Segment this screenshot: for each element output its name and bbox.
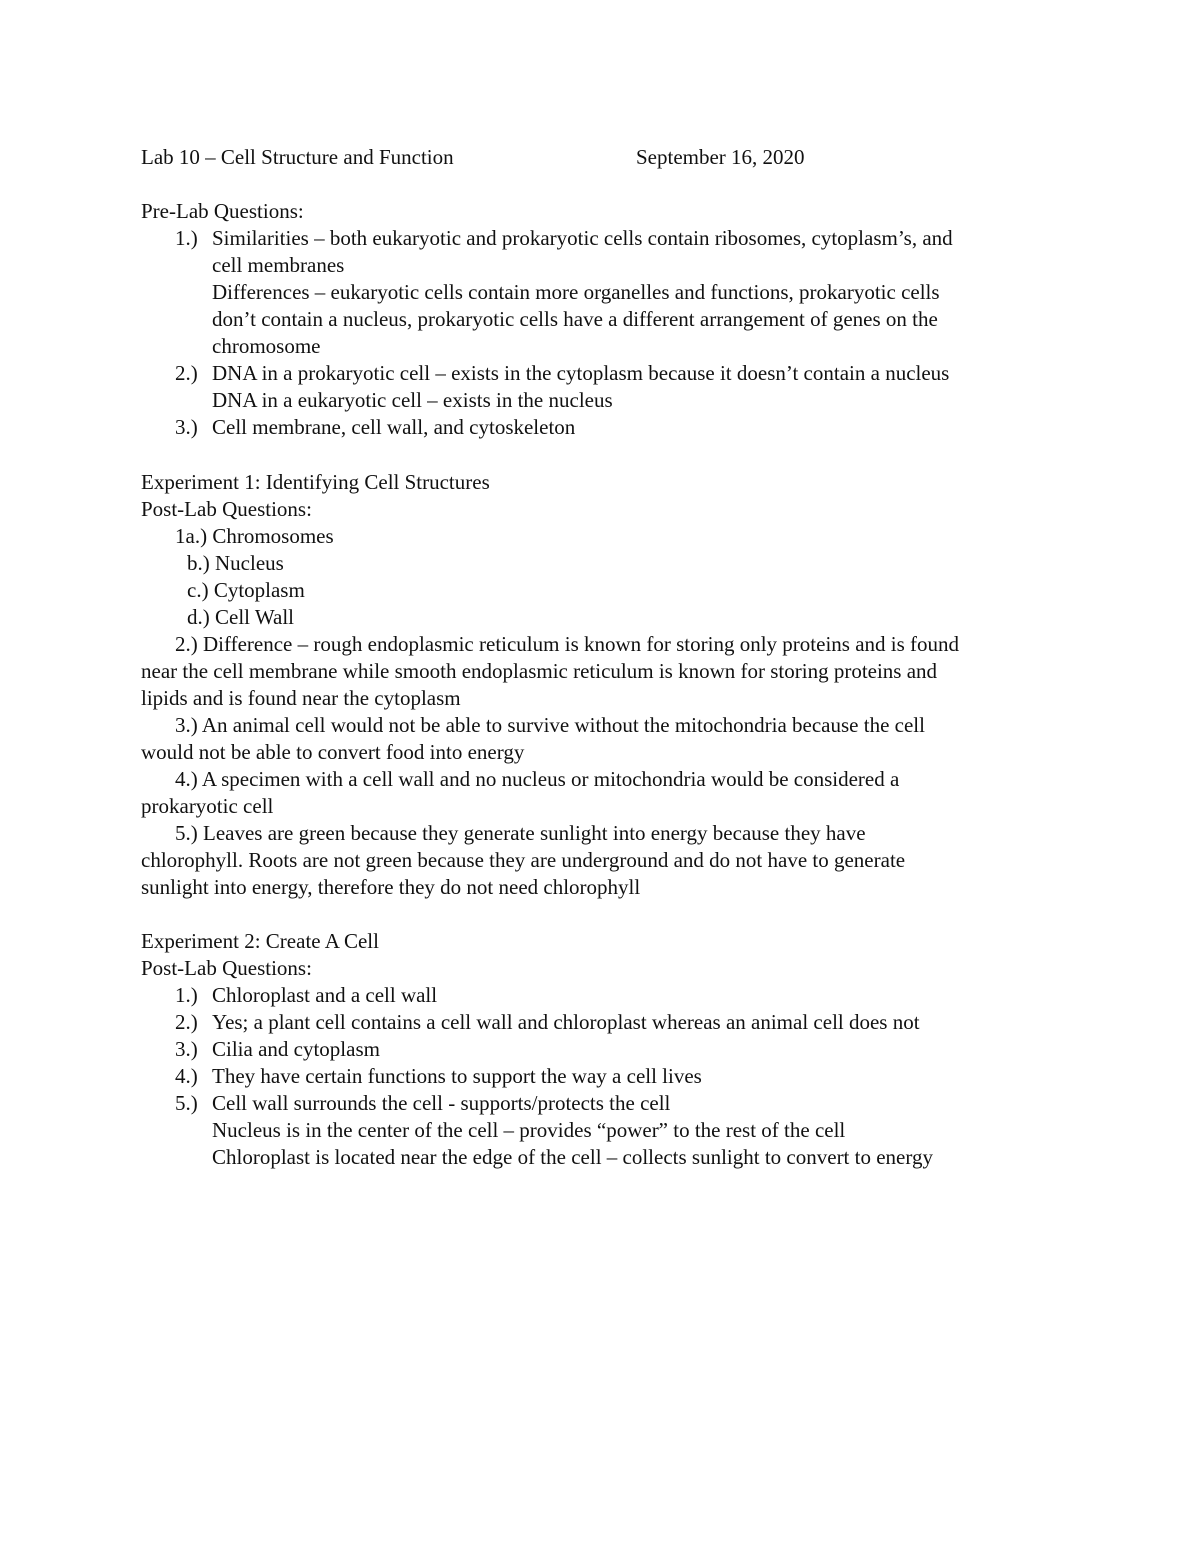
prelab-q1-line: cell membranes <box>212 253 345 277</box>
experiment1-q2-line: 2.) Difference – rough endoplasmic reticulum is known for storing only proteins and is found <box>175 632 960 656</box>
experiment1-q5-line: 5.) Leaves are green because they generate sunlight into energy because they have <box>175 821 866 845</box>
experiment1-postlab-heading: Post-Lab Questions: <box>141 497 312 521</box>
experiment2-q3-number: 3.) <box>175 1037 198 1061</box>
experiment2-q5-number: 5.) <box>175 1091 198 1115</box>
experiment1-q1a: 1a.) Chromosomes <box>175 524 334 548</box>
prelab-q1-line: Differences – eukaryotic cells contain more organelles and functions, prokaryotic cells <box>212 280 940 304</box>
experiment2-title: Experiment 2: Create A Cell <box>141 929 379 953</box>
experiment2-postlab-heading: Post-Lab Questions: <box>141 956 312 980</box>
experiment2-q2-text: Yes; a plant cell contains a cell wall and chloroplast whereas an animal cell does not <box>212 1010 920 1034</box>
prelab-q2-number: 2.) <box>175 361 198 385</box>
experiment1-q1b: b.) Nucleus <box>187 551 284 575</box>
document-title: Lab 10 – Cell Structure and Function <box>141 145 454 169</box>
experiment1-q5-line: sunlight into energy, therefore they do not need chlorophyll <box>141 875 641 899</box>
experiment2-q3-text: Cilia and cytoplasm <box>212 1037 380 1061</box>
prelab-q1-number: 1.) <box>175 226 198 250</box>
experiment2-q4-number: 4.) <box>175 1064 198 1088</box>
experiment1-q2-line: lipids and is found near the cytoplasm <box>141 686 461 710</box>
prelab-q2-line: DNA in a eukaryotic cell – exists in the nucleus <box>212 388 613 412</box>
experiment1-q4-line: prokaryotic cell <box>141 794 274 818</box>
prelab-q3-number: 3.) <box>175 415 198 439</box>
experiment1-q2-line: near the cell membrane while smooth endoplasmic reticulum is known for storing proteins and <box>141 659 938 683</box>
prelab-q2-line: DNA in a prokaryotic cell – exists in the cytoplasm because it doesn’t contain a nucleus <box>212 361 950 385</box>
experiment2-q2-number: 2.) <box>175 1010 198 1034</box>
experiment2-q1-text: Chloroplast and a cell wall <box>212 983 438 1007</box>
prelab-q3-line: Cell membrane, cell wall, and cytoskeleton <box>212 415 576 439</box>
experiment2-q5-extra-line: Chloroplast is located near the edge of the cell – collects sunlight to convert to energy <box>212 1145 933 1169</box>
experiment1-q3-line: would not be able to convert food into energy <box>141 740 525 764</box>
experiment2-q1-number: 1.) <box>175 983 198 1007</box>
experiment1-q1d: d.) Cell Wall <box>187 605 294 629</box>
prelab-q1-line: chromosome <box>212 334 321 358</box>
experiment1-q3-line: 3.) An animal cell would not be able to survive without the mitochondria because the cell <box>175 713 925 737</box>
prelab-q1-line: Similarities – both eukaryotic and prokaryotic cells contain ribosomes, cytoplasm’s, and <box>212 226 953 250</box>
experiment2-q5-extra-line: Nucleus is in the center of the cell – provides “power” to the rest of the cell <box>212 1118 846 1142</box>
experiment1-q4-line: 4.) A specimen with a cell wall and no nucleus or mitochondria would be considered a <box>175 767 900 791</box>
experiment1-q5-line: chlorophyll. Roots are not green because they are underground and do not have to generate <box>141 848 906 872</box>
experiment2-q5-text: Cell wall surrounds the cell - supports/protects the cell <box>212 1091 671 1115</box>
experiment2-q4-text: They have certain functions to support the way a cell lives <box>212 1064 702 1088</box>
prelab-q1-line: don’t contain a nucleus, prokaryotic cells have a different arrangement of genes on the <box>212 307 938 331</box>
experiment1-q1c: c.) Cytoplasm <box>187 578 305 602</box>
document-date: September 16, 2020 <box>636 145 805 169</box>
experiment1-title: Experiment 1: Identifying Cell Structures <box>141 470 490 494</box>
prelab-heading: Pre-Lab Questions: <box>141 199 304 223</box>
